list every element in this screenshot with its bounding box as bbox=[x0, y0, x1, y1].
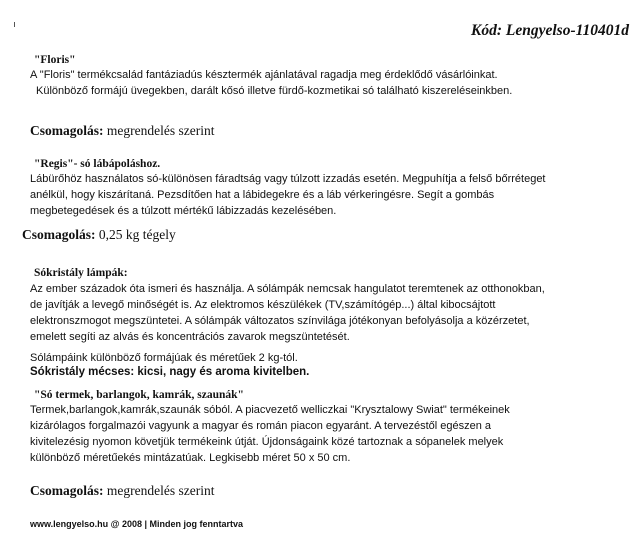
lamps-sizes: Sólámpáink különböző formájúak és méretűek 2 kg-tól. bbox=[30, 352, 298, 364]
footer-copyright: www.lengyelso.hu @ 2008 | Minden jog fenntartva bbox=[30, 519, 243, 529]
regis-line-3: megbetegedések és a túlzott mértékű lábizzadás kezelésében. bbox=[30, 205, 337, 217]
products-line-4: különböző méretűekés mintázatúak. Legkisebb méret 50 x 50 cm. bbox=[30, 452, 351, 464]
packaging-value: 0,25 kg tégely bbox=[98, 227, 176, 242]
packaging-value: megrendelés szerint bbox=[106, 483, 215, 498]
lamps-line-4: emelett segíti az alvás és koncentrációs zavarok megszüntetését. bbox=[30, 331, 350, 343]
packaging-label: Csomagolás: bbox=[30, 483, 104, 498]
packaging-value: megrendelés szerint bbox=[106, 123, 215, 138]
products-title: "Só termek, barlangok, kamrák, szaunák" bbox=[34, 389, 244, 401]
packaging-floris bbox=[30, 123, 214, 139]
regis-line-2: anélkül, hogy kiszárítaná. Pezsdítően hat a lábidegekre és a láb vérkeringésre. Segít a gombás bbox=[30, 189, 495, 201]
regis-line-1: Lábürőhöz használatos só-különösen fáradtság vagy túlzott izzadás esetén. Megpuhítja a felső bőrréteget bbox=[30, 173, 546, 185]
lamps-line-1: Az ember századok óta ismeri és használja. A sólámpák nemcsak hangulatot teremtenek az otthonokban, bbox=[30, 283, 545, 295]
products-line-2: kizárólagos forgalmazói vagyunk a magyar és román piacon egyaránt. A tervezéstől egészen a bbox=[30, 420, 492, 432]
floris-line-1: A "Floris" termékcsalád fantáziadús késztermék ajánlatával ragadja meg érdeklődő vásárlóinkat. bbox=[30, 69, 498, 81]
packaging-label: Csomagolás: bbox=[30, 123, 104, 138]
regis-title: "Regis"- só lábápoláshoz. bbox=[34, 158, 161, 170]
packaging-label: Csomagolás: bbox=[22, 227, 96, 242]
products-line-1: Termek,barlangok,kamrák,szaunák sóból. A piacvezető welliczkai "Krysztalowy Swiat" termékeinek bbox=[30, 404, 510, 416]
scan-speck bbox=[14, 22, 15, 27]
packaging-products bbox=[30, 483, 214, 499]
lamps-line-3: elektronszmogot megszüntetei. A sólámpák változatos színvilága jótékonyan befolyásolja a közérzetet, bbox=[30, 315, 530, 327]
products-line-3: kivitelezésig nyomon követjük termékeink útját. Újdonságaink közé tartoznak a sópanelek melyek bbox=[30, 436, 504, 448]
lamps-title: Sókristály lámpák: bbox=[34, 267, 128, 279]
lamps-line-2: de javítják a levegő minőségét is. Az elektromos készülékek (TV,számítógép...) által kibocsájtott bbox=[30, 299, 496, 311]
floris-title: "Floris" bbox=[34, 54, 76, 66]
packaging-regis bbox=[22, 227, 176, 243]
floris-line-2: Különböző formájú üvegekben, darált kősó illetve fürdő-kozmetikai só található kiszereléseinkben. bbox=[36, 85, 513, 97]
document-code: Kód: Lengyelso-110401d bbox=[471, 22, 629, 39]
salt-candle-line: Sókristály mécses: kicsi, nagy és aroma kivitelben. bbox=[30, 366, 310, 378]
